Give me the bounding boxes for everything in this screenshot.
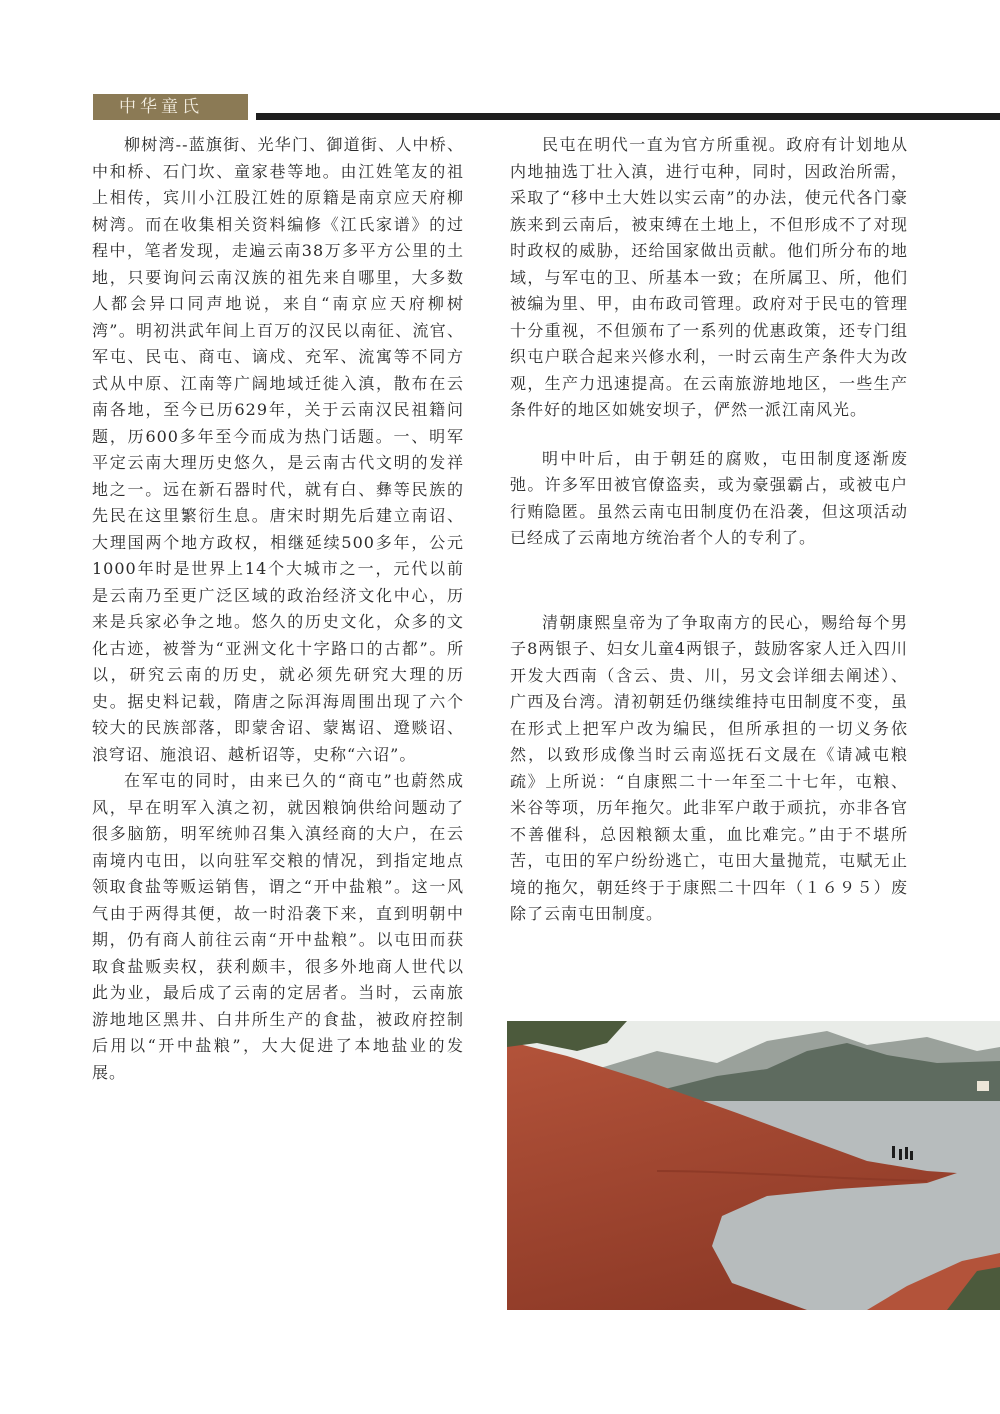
article-column-left bbox=[92, 132, 464, 1086]
paragraph: 民屯在明代一直为官方所重视。政府有计划地从内地抽选丁壮入滇，进行屯种，同时，因政治所需，采取了“移中土大姓以实云南”的办法，使元代各门豪族来到云南后，被束缚在土地上，不但形成不了对现时政权的威胁，还给国家做出贡献。他们所分布的地域，与军屯的卫、所基本一致；在所属卫、所，他们被编为里、甲，由布政司管理。政府对于民屯的管理十分重视，不但颁布了一系列的优惠政策，还专门组织屯户联合起来兴修水利，一时云南生产条件大为改观，生产力迅速提高。在云南旅游地地区，一些生产条件好的地区如姚安坝子，俨然一派江南风光。 bbox=[510, 135, 908, 419]
paragraph: 在军屯的同时，由来已久的“商屯”也蔚然成风，早在明军入滇之初，就因粮饷供给问题动了很多脑筋，明军统帅召集入滇经商的大户，在云南境内屯田，以向驻军交粮的情况，到指定地点领取食盐等贩运销售，谓之“开中盐粮”。这一风气由于两得其便，故一时沿袭下来，直到明朝中期，仍有商人前往云南“开中盐粮”。以屯田而获取食盐贩卖权，获利颇丰，很多外地商人世代以此为业，最后成了云南的定居者。当时，云南旅游地地区黑井、白井所生产的食盐，被政府控制后用以“开中盐粮”，大大促进了本地盐业的发展。 bbox=[92, 771, 464, 1082]
lakeside-photo-illustration bbox=[507, 1021, 1000, 1310]
header-rule bbox=[256, 113, 1000, 120]
paragraph: 明中叶后，由于朝廷的腐败，屯田制度逐渐废弛。许多军田被官僚盗卖，或为豪强霸占，或被屯户行贿隐匿。虽然云南屯田制度仍在沿袭，但这项活动已经成了云南地方统治者个人的专利了。 bbox=[510, 448, 908, 547]
article-column-right bbox=[510, 132, 908, 928]
paragraph: 柳树湾--蓝旗街、光华门、御道街、人中桥、中和桥、石门坎、童家巷等地。由江姓笔友的祖上相传，宾川小江股江姓的原籍是南京应天府柳树湾。而在收集相关资料编修《江氏家谱》的过程中，笔者发现，走遍云南38万多平方公里的土地，只要询问云南汉族的祖先来自哪里，大多数人都会异口同声地说，来自“南京应天府柳树湾”。明初洪武年间上百万的汉民以南征、流官、军屯、民屯、商屯、谪戍、充军、流寓等不同方式从中原、江南等广阔地域迁徙入滇，散布在云南各地，至今已历629年，关于云南汉民祖籍问题，历600多年至今而成为热门话题。一、明军平定云南大理历史悠久，是云南古代文明的发祥地之一。远在新石器时代，就有白、彝等民族的先民在这里繁衍生息。唐宋时期先后建立南诏、大理国两个地方政权，相继延续500多年，公元1000年时是世界上14个大城市之一，元代以前是云南乃至更广泛区域的政治经济文化中心，历来是兵家必争之地。悠久的历史文化，众多的文化古迹，被誉为“亚洲文化十字路口的古都”。所以，研究云南的历史，就必须先研究大理的历史。据史料记载，隋唐之际洱海周围出现了六个较大的民族部落，即蒙舍诏、蒙嶲诏、邆赕诏、浪穹诏、施浪诏、越析诏等，史称“六诏”。 bbox=[92, 135, 464, 764]
section-header-tab bbox=[93, 94, 248, 120]
paragraph: 清朝康熙皇帝为了争取南方的民心，赐给每个男子8两银子、妇女儿童4两银子，鼓励客家人迁入四川开发大西南（含云、贵、川，另文会详细去阐述）、广西及台湾。清初朝廷仍继续维持屯田制度不变，虽在形式上把军户改为编民，但所承担的一切义务依然，以致形成像当时云南巡抚石文晟在《请减屯粮疏》上所说：“自康熙二十一年至二十七年，屯粮、米谷等项，历年拖欠。此非军户敢于顽抗，亦非各官不善催科，总因粮额太重，血比难完。”由于不堪所苦，屯田的军户纷纷逃亡，屯田大量抛荒，屯赋无止境的拖欠，朝廷终于于康熙二十四年（１６９５）废除了云南屯田制度。 bbox=[510, 612, 908, 923]
section-header-label: 中华童氏 bbox=[119, 97, 203, 117]
lakeside-photo bbox=[507, 1021, 1000, 1310]
